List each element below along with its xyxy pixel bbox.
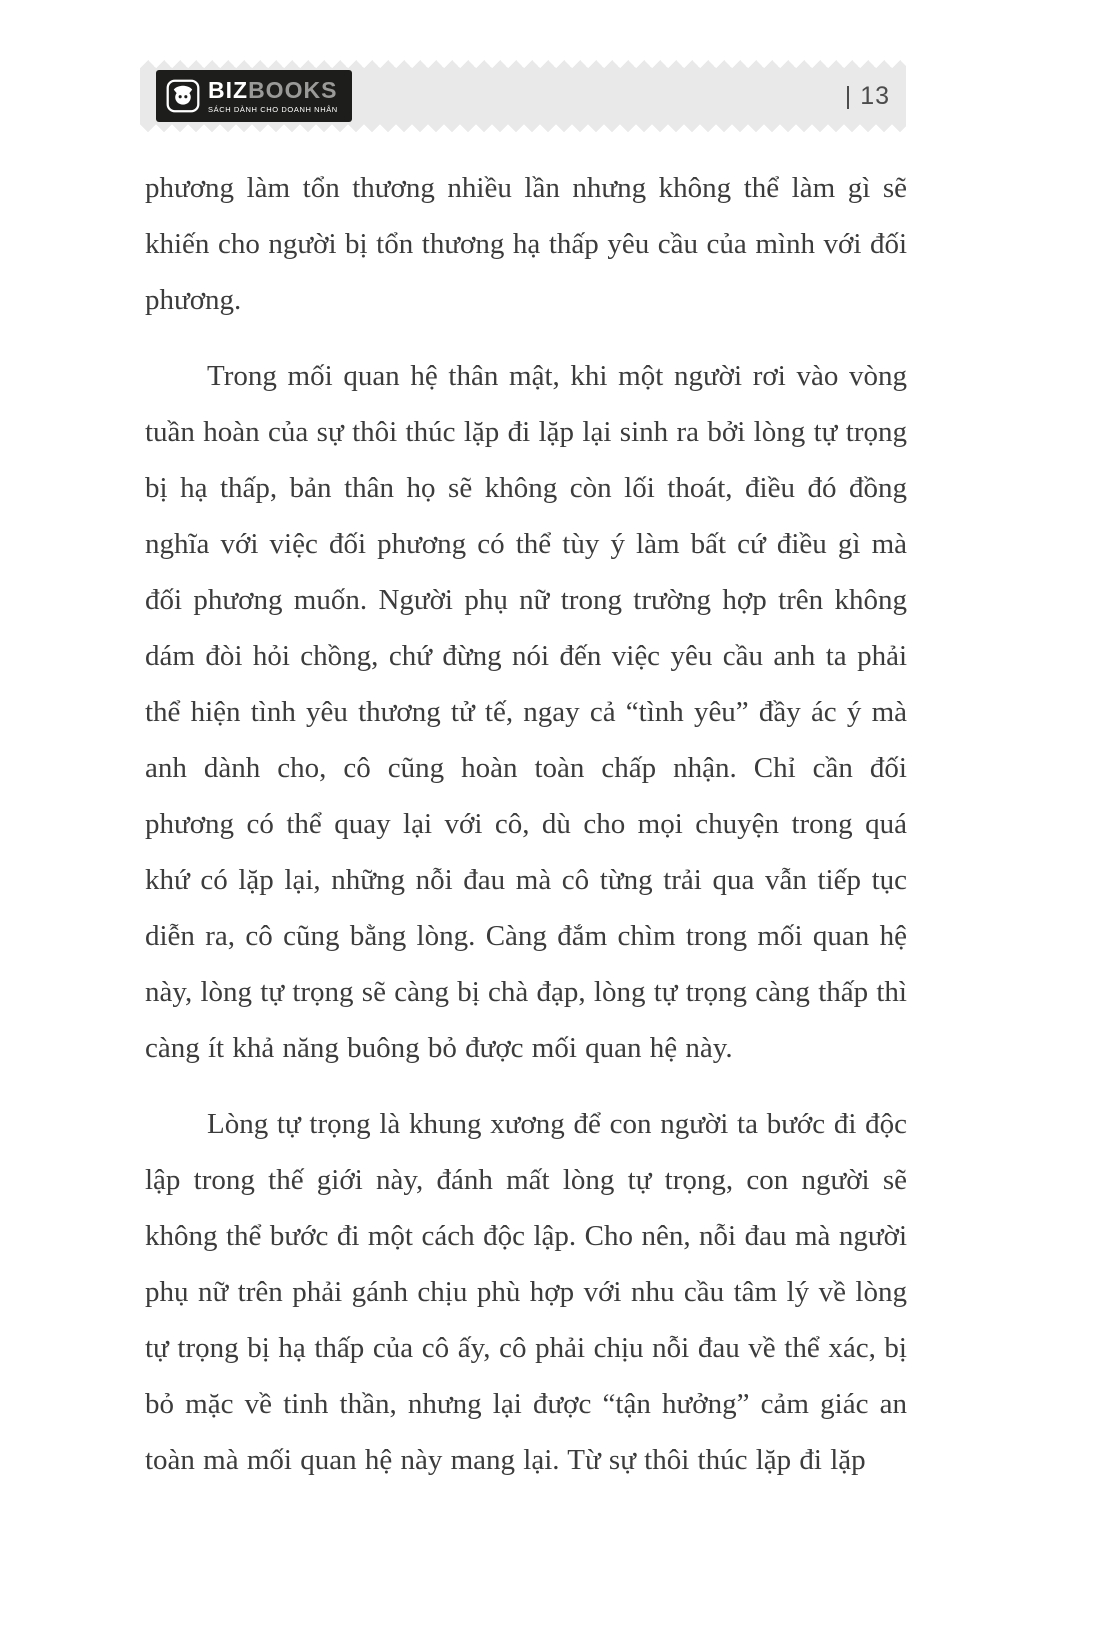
- header-top-perforation: [140, 60, 906, 68]
- page-header: [140, 60, 906, 132]
- paragraph: Trong mối quan hệ thân mật, khi một người rơi vào vòng tuần hoàn của sự thôi thúc lặp đi lặp lại sinh ra bởi lòng tự trọng bị hạ thấp, bản thân họ sẽ không còn lối thoát, điều đó đồng nghĩa với việc đối phương có thể tùy ý làm bất cứ điều gì mà đối phương muốn. Người phụ nữ trong trường hợp trên không dám đòi hỏi chồng, chứ đừng nói đến việc yêu cầu anh ta phải thể hiện tình yêu thương tử tế, ngay cả “tình yêu” đầy ác ý mà anh dành cho, cô cũng hoàn toàn chấp nhận. Chỉ cần đối phương có thể quay lại với cô, dù cho mọi chuyện trong quá khứ có lặp lại, những nỗi đau mà cô từng trải qua vẫn tiếp tục diễn ra, cô cũng bằng lòng. Càng đắm chìm trong mối quan hệ này, lòng tự trọng sẽ càng bị chà đạp, lòng tự trọng càng thấp thì càng ít khả năng buông bỏ được mối quan hệ này.: [145, 360, 907, 1064]
- page-number: | 13: [844, 81, 890, 110]
- logo-text: [208, 76, 338, 114]
- paragraph-continuation: phương làm tổn thương nhiều lần nhưng không thể làm gì sẽ khiến cho người bị tổn thương hạ thấp yêu cầu của mình với đối phương.: [145, 172, 907, 316]
- header-bottom-perforation: [140, 124, 906, 132]
- paragraph: Lòng tự trọng là khung xương để con người ta bước đi độc lập trong thế giới này, đánh mất lòng tự trọng, con người sẽ không thể bước đi một cách độc lập. Cho nên, nỗi đau mà người phụ nữ trên phải gánh chịu phù hợp với nhu cầu tâm lý về lòng tự trọng bị hạ thấp của cô ấy, cô phải chịu nỗi đau về thể xác, bị bỏ mặc về tinh thần, nhưng lại được “tận hưởng” cảm giác an toàn mà mối quan hệ này mang lại. Từ sự thôi thúc lặp đi lặp: [145, 1108, 907, 1476]
- logo-tagline: SÁCH DÀNH CHO DOANH NHÂN: [208, 104, 338, 114]
- page-body-text: [145, 160, 907, 1508]
- logo-books-text: BOOKS: [248, 76, 338, 103]
- header-band: [140, 68, 906, 124]
- bull-icon: [166, 79, 200, 113]
- logo-brand-line: [208, 76, 338, 103]
- bizbooks-logo: [156, 70, 352, 122]
- logo-biz-text: BIZ: [208, 76, 249, 103]
